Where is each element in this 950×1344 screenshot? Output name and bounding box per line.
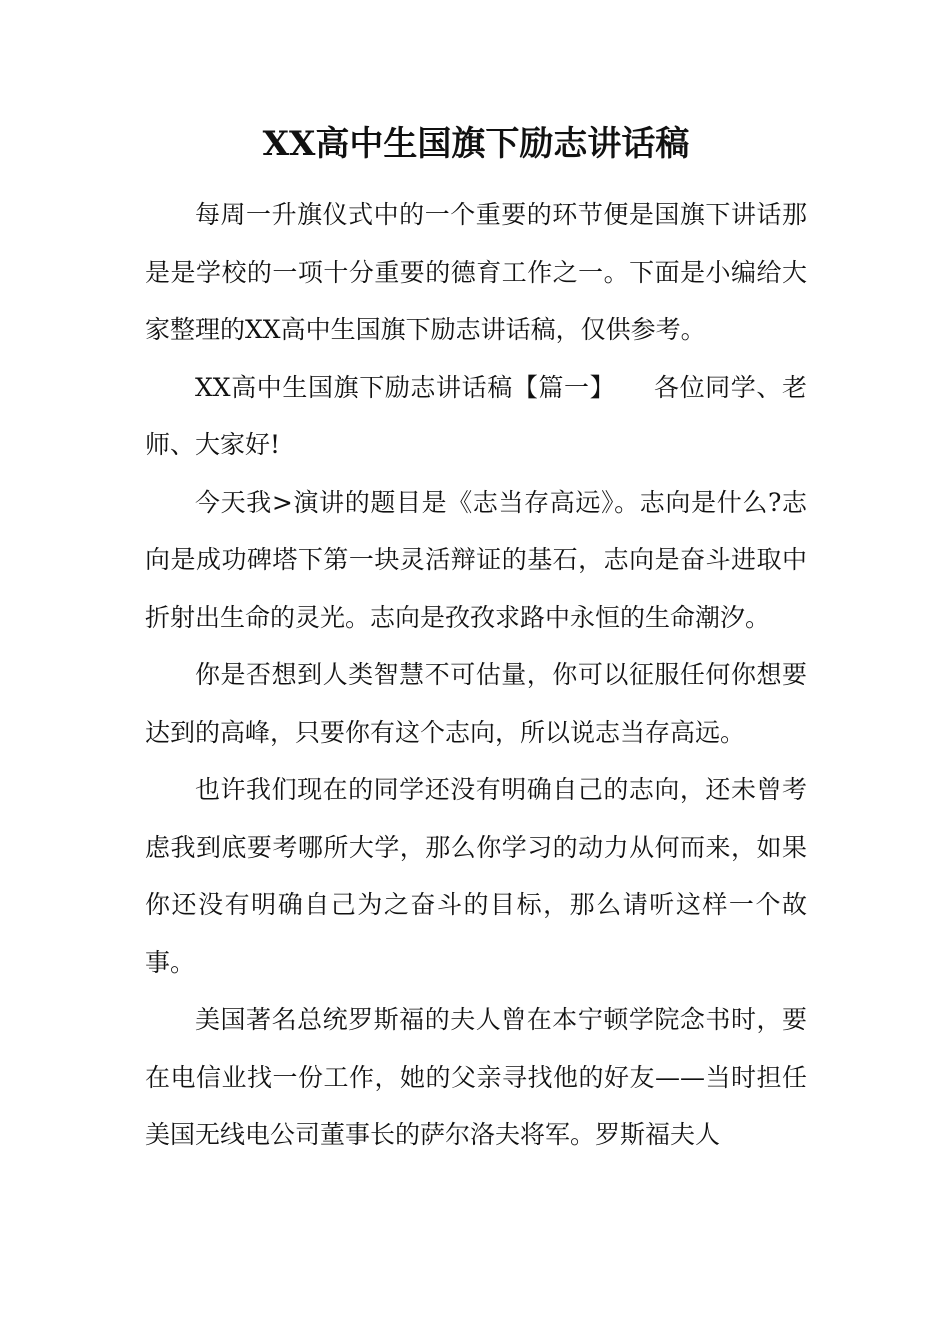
paragraph-intro: 每周一升旗仪式中的一个重要的环节便是国旗下讲话那是是学校的一项十分重要的德育工作之一。下面是小编给大家整理的XX高中生国旗下励志讲话稿，仅供参考。 <box>145 200 807 344</box>
paragraph-goal: 也许我们现在的同学还没有明确自己的志向，还未曾考虑我到底要考哪所大学，那么你学习的动力从何而来，如果你还没有明确自己为之奋斗的目标，那么请听这样一个故事。 <box>145 775 807 977</box>
document-title: XX高中生国旗下励志讲话稿 <box>262 124 690 164</box>
paragraph-topic: 今天我>演讲的题目是《志当存高远》。志向是什么?志向是成功碑塔下第一块灵活辩证的基石，志向是奋斗进取中折射出生命的灵光。志向是孜孜求路中永恒的生命潮汐。 <box>145 487 807 632</box>
paragraph-story: 美国著名总统罗斯福的夫人曾在本宁顿学院念书时，要在电信业找一份工作，她的父亲寻找他的好友——当时担任美国无线电公司董事长的萨尔洛夫将军。罗斯福夫人 <box>145 1005 807 1149</box>
paragraph-greeting: XX高中生国旗下励志讲话稿【篇一】 各位同学、老师、大家好! <box>145 372 807 459</box>
document-page <box>145 112 807 1164</box>
paragraph-wisdom: 你是否想到人类智慧不可估量，你可以征服任何你想要达到的高峰，只要你有这个志向，所以说志当存高远。 <box>145 660 807 747</box>
title-spacer <box>145 176 807 186</box>
